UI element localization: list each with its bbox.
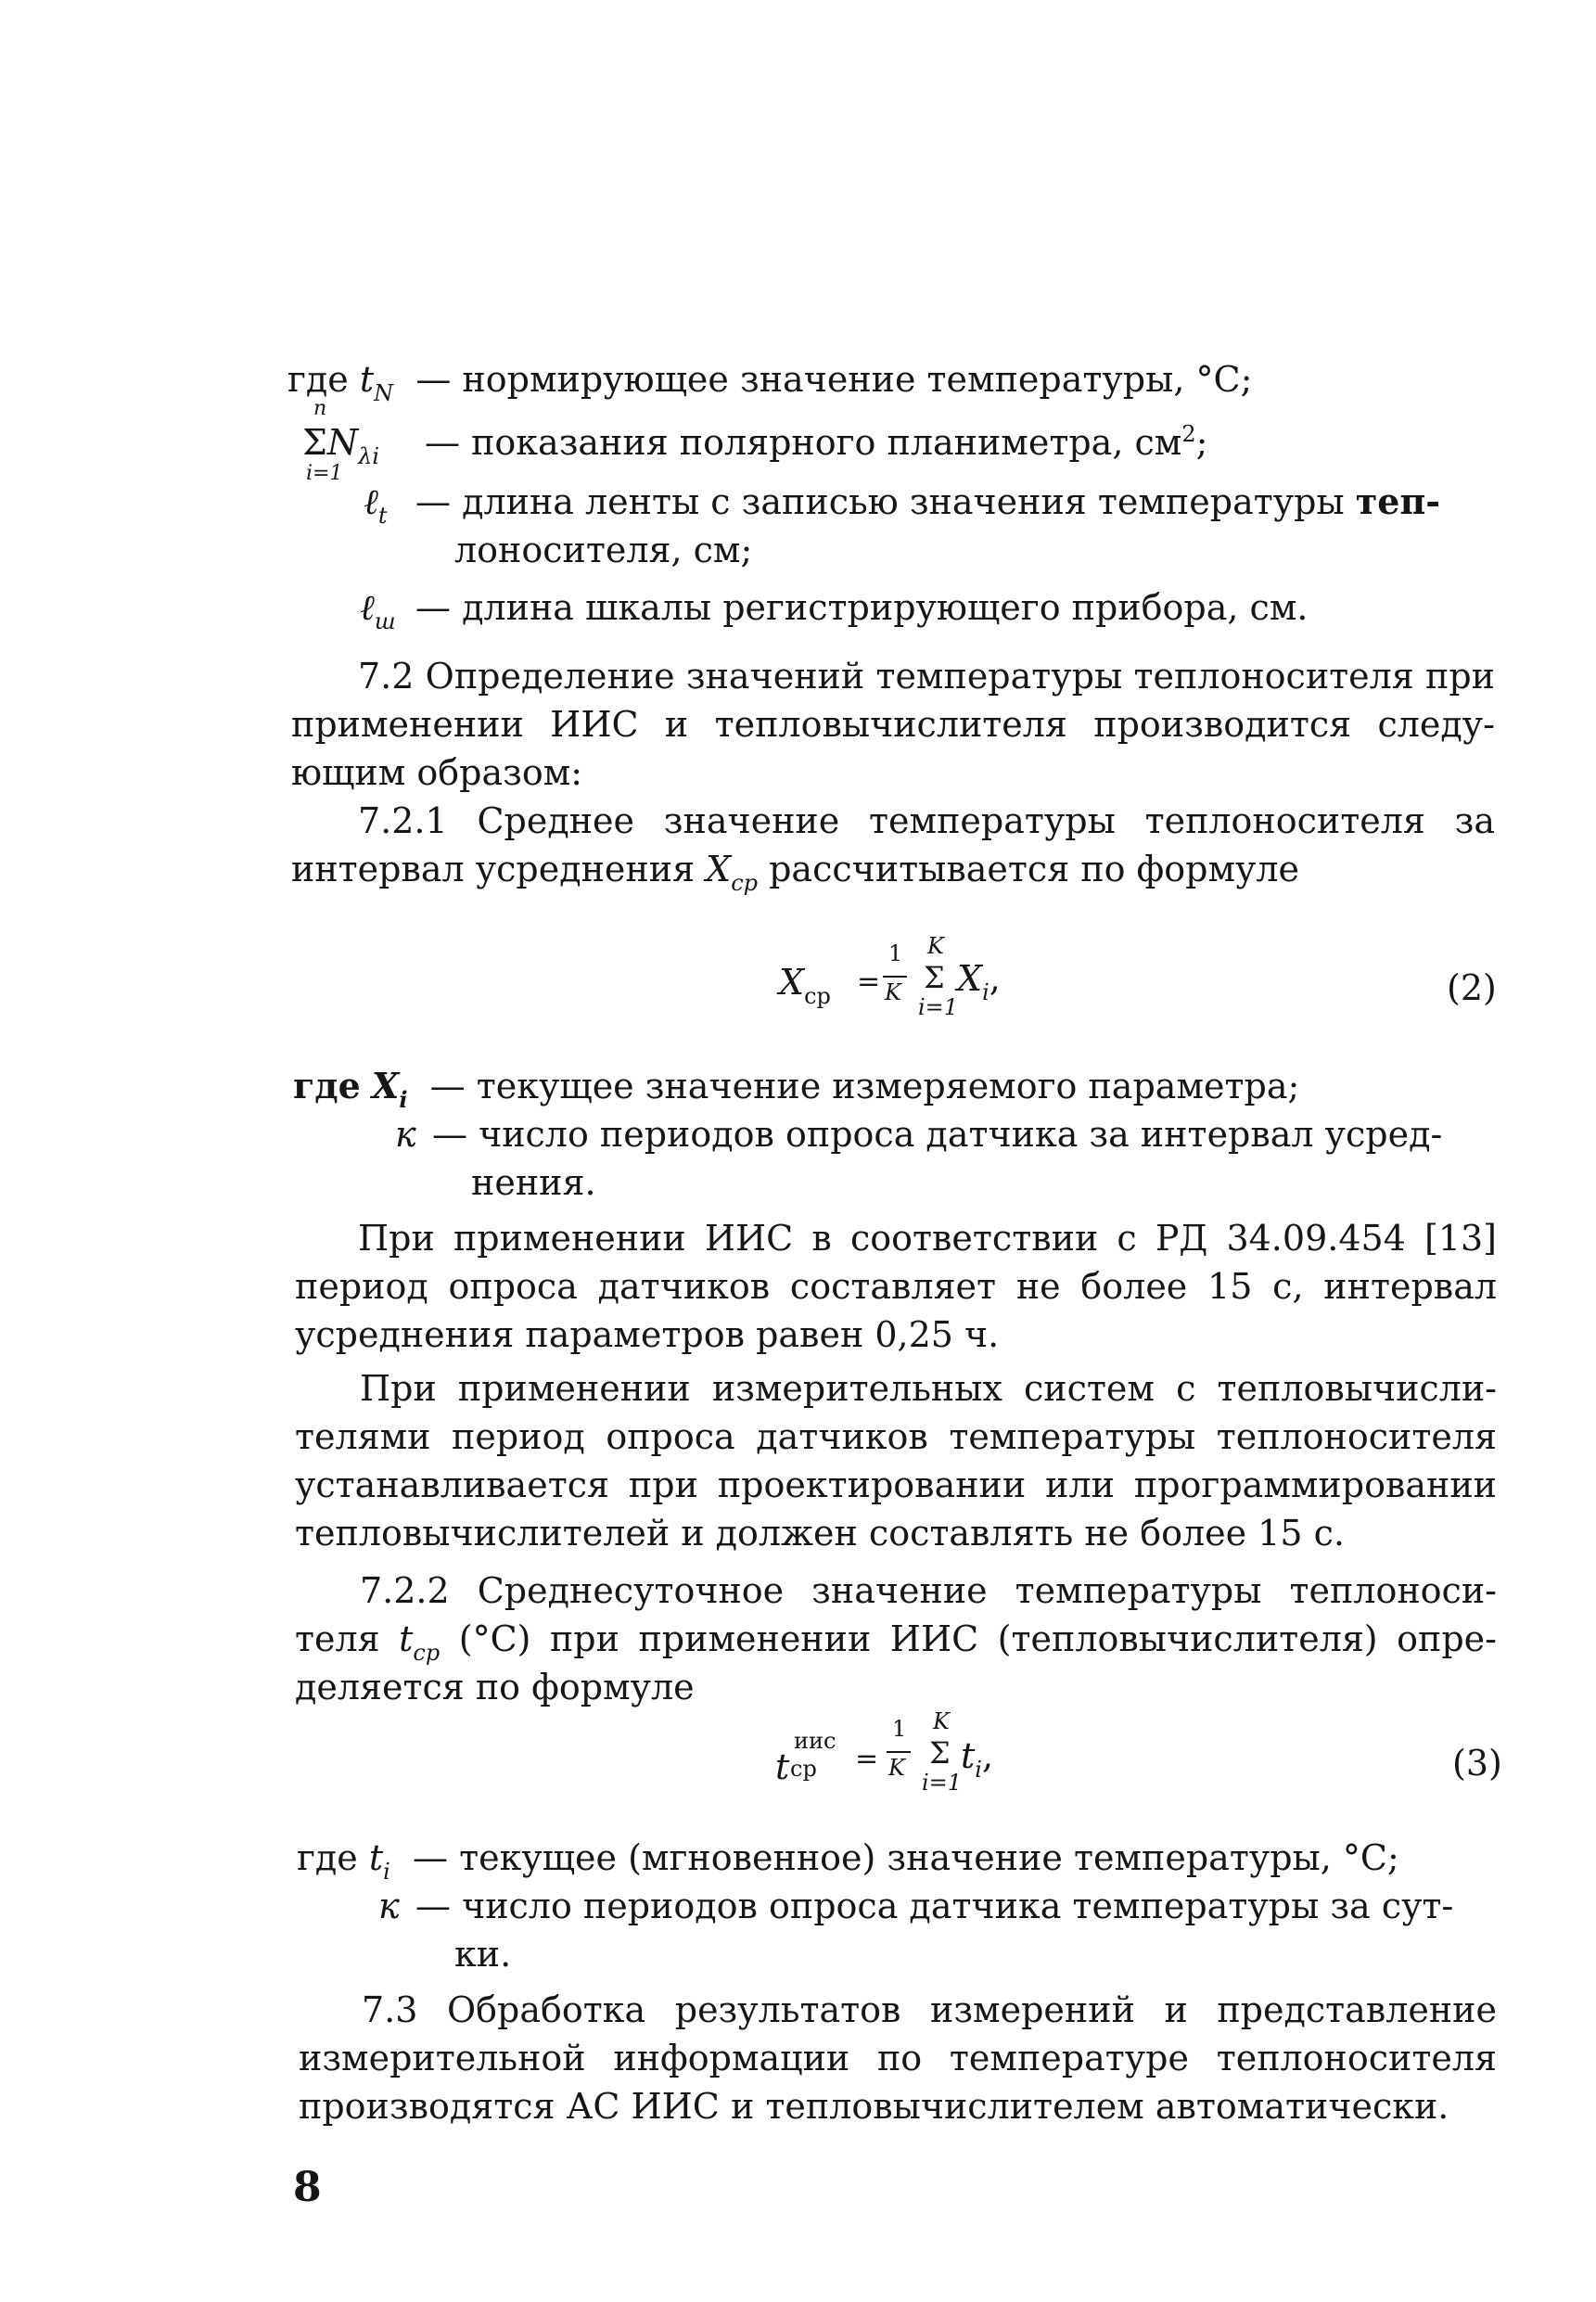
symbol-Xi: $X_i$ [371,1065,408,1113]
fraction-bar [883,976,907,978]
symbol-tcp: $t_{ср}$ [399,1618,440,1666]
symbol-sum-N: $\Sigma N_{\lambda i}$ [302,422,380,469]
symbol-lsh: ℓ$_ш$ [360,587,396,634]
def-tN: где $t_N$ — нормирующее значение температуры, °С; [287,359,1253,406]
symbol-ti: $t_i$ [368,1837,390,1885]
document-page: где $t_N$ — нормирующее значение температуры, °С; n $\Sigma N_{\lambda i}$ i=1 — показания полярного планиметра, $см^2$; ℓ$_t$ — длина ленты с записью значения температуры теп- лоносителя, см; ℓ$_ш$ — длина шкалы регистрирующего прибора, см. 7.2 Определение значений температуры теплоносителя при применении ИИС и тепловычислителя производится следу- ющим образом: 7.2.1 Среднее значение температуры теплоносителя за интервал усреднения $X_{ср}$ рассчитывается по формуле $X_{ср}$ = 1 K K Σ i=1 $X_i$, (2) где $X_i$ — текущее значение измеряемого параметра; к — число периодов опроса датчика за интервал усред- нения. При применении ИИС в соответствии с РД 34.09.454 [13] период опроса датчиков составляет не более 15 с, интервал усреднения параметров равен 0,25 ч. При применении измерительных систем с тепловычисли- телями период опроса датчиков температуры теплоносителя устанавливается при проектировании или программировании тепловычислителей и должен составлять не более 15 с. 7.2.2 Среднесуточное значение температуры теплоноси- теля $t_{ср}$ (°С) при применении ИИС (тепловычислителя) опре- деляется по формуле t иис ср = 1 K K Σ i=1 $t_i$, (3) где $t_i$ — текущее (мгновенное) значение температуры, °С; к — число периодов опроса датчика температуры за сут- ки. 7.3 Обработка результатов измерений и представление измерительной информации по температуре теплоносителя производятся АС ИИС и тепловычислителем автоматически. 8 [0,0,1596,2302]
symbol-tN: $t_N$ [359,359,394,406]
sum-sign: Σ [924,960,945,995]
fraction-bar [887,1751,911,1753]
equation-number-2: (2) [1447,967,1497,1008]
page-number: 8 [293,2164,322,2211]
equation-number-3: (3) [1452,1743,1502,1784]
symbol-li: ℓ$_t$ [364,481,388,529]
sum-sign: Σ [929,1735,951,1771]
symbol-Xcp: $X_{ср}$ [706,849,759,896]
